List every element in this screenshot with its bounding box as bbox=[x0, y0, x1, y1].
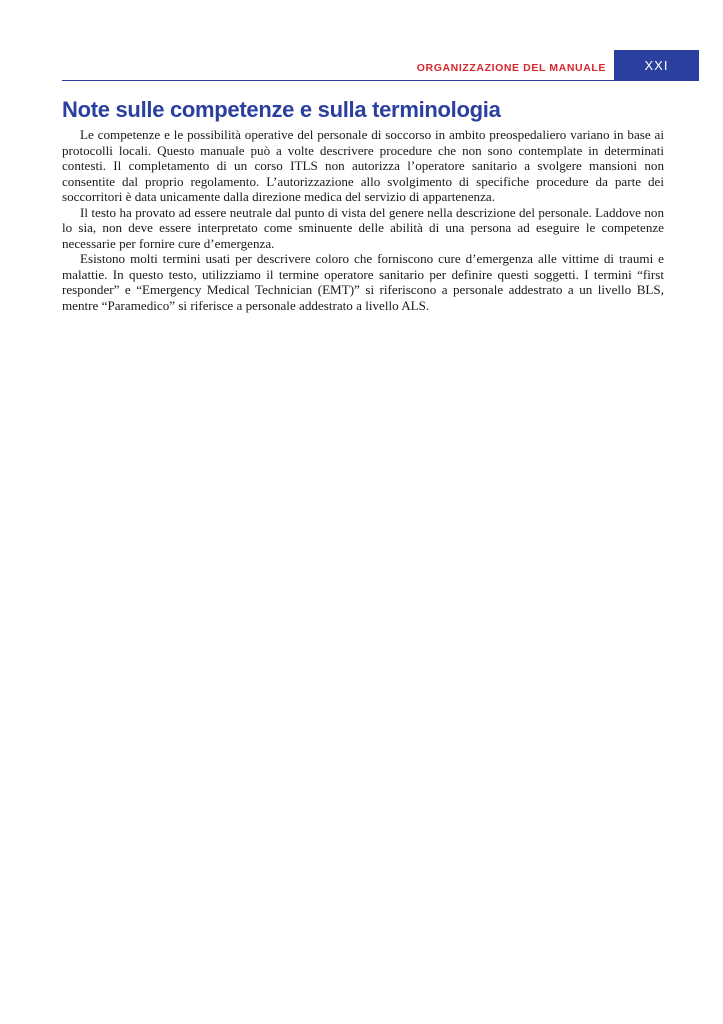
paragraph-genere: Il testo ha provato ad essere neutrale dal punto di vista del genere nella descrizione del personale. Laddove non lo sia, non deve essere interpretato come sminuente delle abilità di una persona ad eseguire le competenze necessarie per fornire cure d’emergenza. bbox=[62, 204, 664, 251]
page-number: XXI bbox=[644, 58, 669, 73]
paragraph-terminologia: Esistono molti termini usati per descrivere coloro che forniscono cure d’emergenza alle vittime di traumi e malattie. In questo testo, utilizziamo il termine operatore sanitario per definire questi soggetti. I termini “first responder” e “Emergency Medical Technician (EMT)” si riferiscono a personale addestrato a un livello BLS, mentre “Paramedico” si riferisce a personale addestrato a livello ALS. bbox=[62, 251, 664, 313]
section-title: Note sulle competenze e sulla terminologia bbox=[62, 97, 501, 122]
running-header-section-label: ORGANIZZAZIONE DEL MANUALE bbox=[416, 62, 606, 74]
header-rule bbox=[62, 80, 614, 81]
paragraph-competenze: Le competenze e le possibilità operative del personale di soccorso in ambito preospedaliero variano in base ai protocolli locali. Questo manuale può a volte descrivere procedure che non sono contemplate in determinati contesti. Il completamento di un corso ITLS non autorizza l’operatore sanitario a svolgere mansioni non consentite dal proprio regolamento. L’autorizzazione allo svolgimento di specifiche procedure da parte dei soccorritori è data unicamente dalla direzione medica del servizio di appartenenza. bbox=[62, 127, 664, 204]
page-number-box bbox=[614, 50, 699, 81]
page-header bbox=[0, 50, 723, 82]
section-body bbox=[62, 127, 664, 313]
